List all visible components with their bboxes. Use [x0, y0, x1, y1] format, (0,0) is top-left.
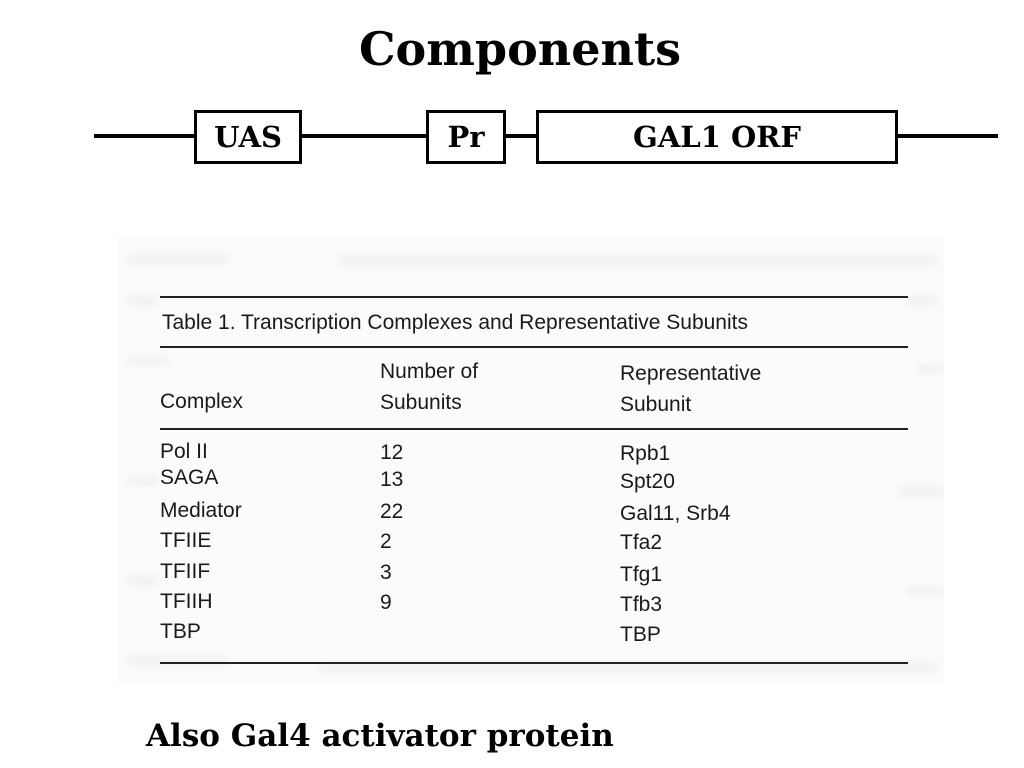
orf-box	[536, 110, 898, 164]
slide-title: Components	[358, 22, 682, 76]
cell-count: 3	[380, 561, 392, 584]
cell-complex: TFIIF	[160, 560, 211, 583]
table-header-rule	[160, 428, 908, 430]
cell-subunit: Tfg1	[620, 563, 663, 586]
table-bottom-rule	[160, 662, 908, 664]
cell-count: 12	[380, 441, 404, 464]
dna-line-left	[94, 134, 196, 138]
cell-count: 2	[380, 530, 392, 553]
scanned-page-background	[118, 236, 944, 684]
cell-complex: Mediator	[160, 499, 242, 522]
table-top-rule	[160, 296, 908, 298]
header-representative-line1: Representative	[620, 362, 762, 385]
header-number-line2: Subunits	[380, 391, 462, 414]
cell-complex: Pol II	[160, 440, 208, 463]
cell-subunit: TBP	[620, 623, 661, 646]
header-complex: Complex	[160, 390, 243, 413]
cell-complex: TFIIE	[160, 529, 212, 552]
cell-complex: TFIIH	[160, 590, 213, 613]
cell-subunit: Tfb3	[620, 593, 663, 616]
cell-count: 9	[380, 591, 392, 614]
uas-box	[194, 110, 302, 164]
promoter-label: Pr	[447, 120, 485, 154]
cell-count: 22	[380, 500, 404, 523]
dna-line-pr-orf	[504, 134, 538, 138]
dna-line-uas-pr	[300, 134, 428, 138]
table-caption-rule	[160, 346, 908, 348]
cell-subunit: Tfa2	[620, 531, 663, 554]
dna-line-right	[896, 134, 998, 138]
header-representative-line2: Subunit	[620, 393, 692, 416]
cell-subunit: Spt20	[620, 470, 675, 493]
table-caption: Table 1. Transcription Complexes and Representative Subunits	[162, 311, 748, 334]
cell-complex: TBP	[160, 620, 201, 643]
header-number-line1: Number of	[380, 360, 479, 383]
footnote-text: Also Gal4 activator protein	[146, 718, 614, 754]
promoter-box	[426, 110, 506, 164]
cell-complex: SAGA	[160, 466, 219, 489]
cell-subunit: Rpb1	[620, 442, 671, 465]
cell-count: 13	[380, 468, 404, 491]
cell-subunit: Gal11, Srb4	[620, 502, 731, 525]
uas-label: UAS	[214, 120, 282, 154]
orf-label: GAL1 ORF	[633, 120, 801, 154]
